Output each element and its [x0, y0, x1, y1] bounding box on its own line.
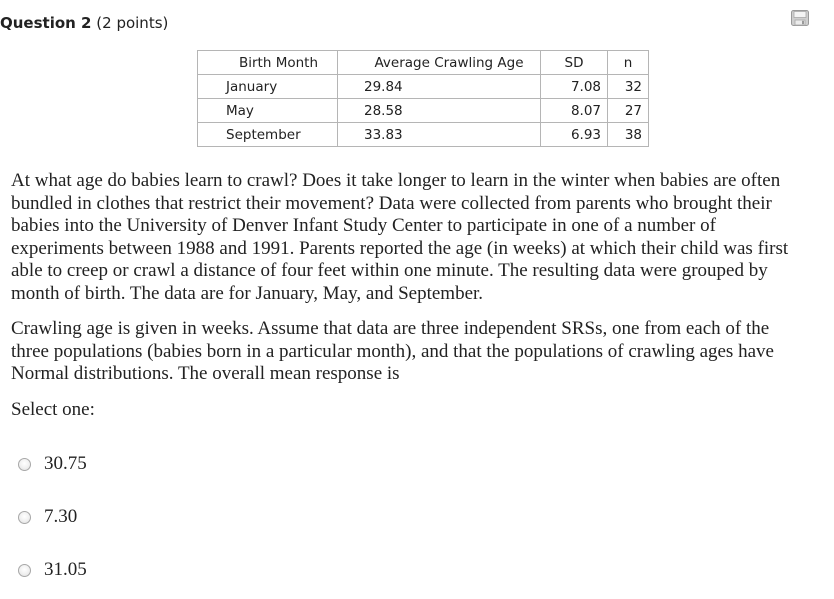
header-n: n	[608, 51, 649, 75]
radio-button-icon[interactable]	[18, 511, 31, 524]
radio-button-icon[interactable]	[18, 458, 31, 471]
cell-sd: 7.08	[541, 75, 608, 99]
header-average-crawling-age: Average Crawling Age	[338, 51, 541, 75]
radio-button-icon[interactable]	[18, 564, 31, 577]
cell-average-crawling-age: 33.83	[338, 123, 541, 147]
header-sd: SD	[541, 51, 608, 75]
cell-birth-month: January	[198, 75, 338, 99]
question-context-paragraph: At what age do babies learn to crawl? Does it take longer to learn in the winter when babies are often bundled in clothes that restrict their movement? Data were collected from parents who brought their babies into the University of Denver Infant Study Center to participate in one of a number of experiments between 1988 and 1991. Parents reported the age (in weeks) at which their child was first able to creep or crawl a distance of four feet within one minute. The resulting data were grouped by month of birth. The data are for January, May, and September.	[11, 170, 789, 304]
cell-average-crawling-age: 28.58	[338, 99, 541, 123]
cell-sd: 6.93	[541, 123, 608, 147]
table-row	[198, 123, 649, 147]
header-birth-month: Birth Month	[198, 51, 338, 75]
question-title: Question 2	[0, 14, 92, 32]
answer-option-label[interactable]: 31.05	[44, 559, 87, 580]
question-prompt-paragraph: Crawling age is given in weeks. Assume that data are three independent SRSs, one from each of the three populations (babies born in a particular month), and that the populations of crawling ages have Normal distributions. The overall mean response is	[11, 318, 774, 384]
table-row	[198, 99, 649, 123]
answer-option-2[interactable]	[18, 506, 77, 528]
question-points: (2 points)	[96, 14, 169, 32]
cell-n: 32	[608, 75, 649, 99]
crawling-data-table	[197, 50, 649, 147]
table-row	[198, 75, 649, 99]
cell-n: 27	[608, 99, 649, 123]
answer-option-label[interactable]: 30.75	[44, 453, 87, 474]
cell-birth-month: September	[198, 123, 338, 147]
question-header	[0, 14, 168, 32]
select-one-label: Select one:	[11, 399, 95, 420]
save-icon[interactable]	[791, 10, 809, 26]
cell-n: 38	[608, 123, 649, 147]
answer-option-3[interactable]	[18, 559, 87, 581]
cell-average-crawling-age: 29.84	[338, 75, 541, 99]
cell-sd: 8.07	[541, 99, 608, 123]
cell-birth-month: May	[198, 99, 338, 123]
answer-option-label[interactable]: 7.30	[44, 506, 78, 527]
table-header-row	[198, 51, 649, 75]
answer-option-1[interactable]	[18, 453, 87, 475]
